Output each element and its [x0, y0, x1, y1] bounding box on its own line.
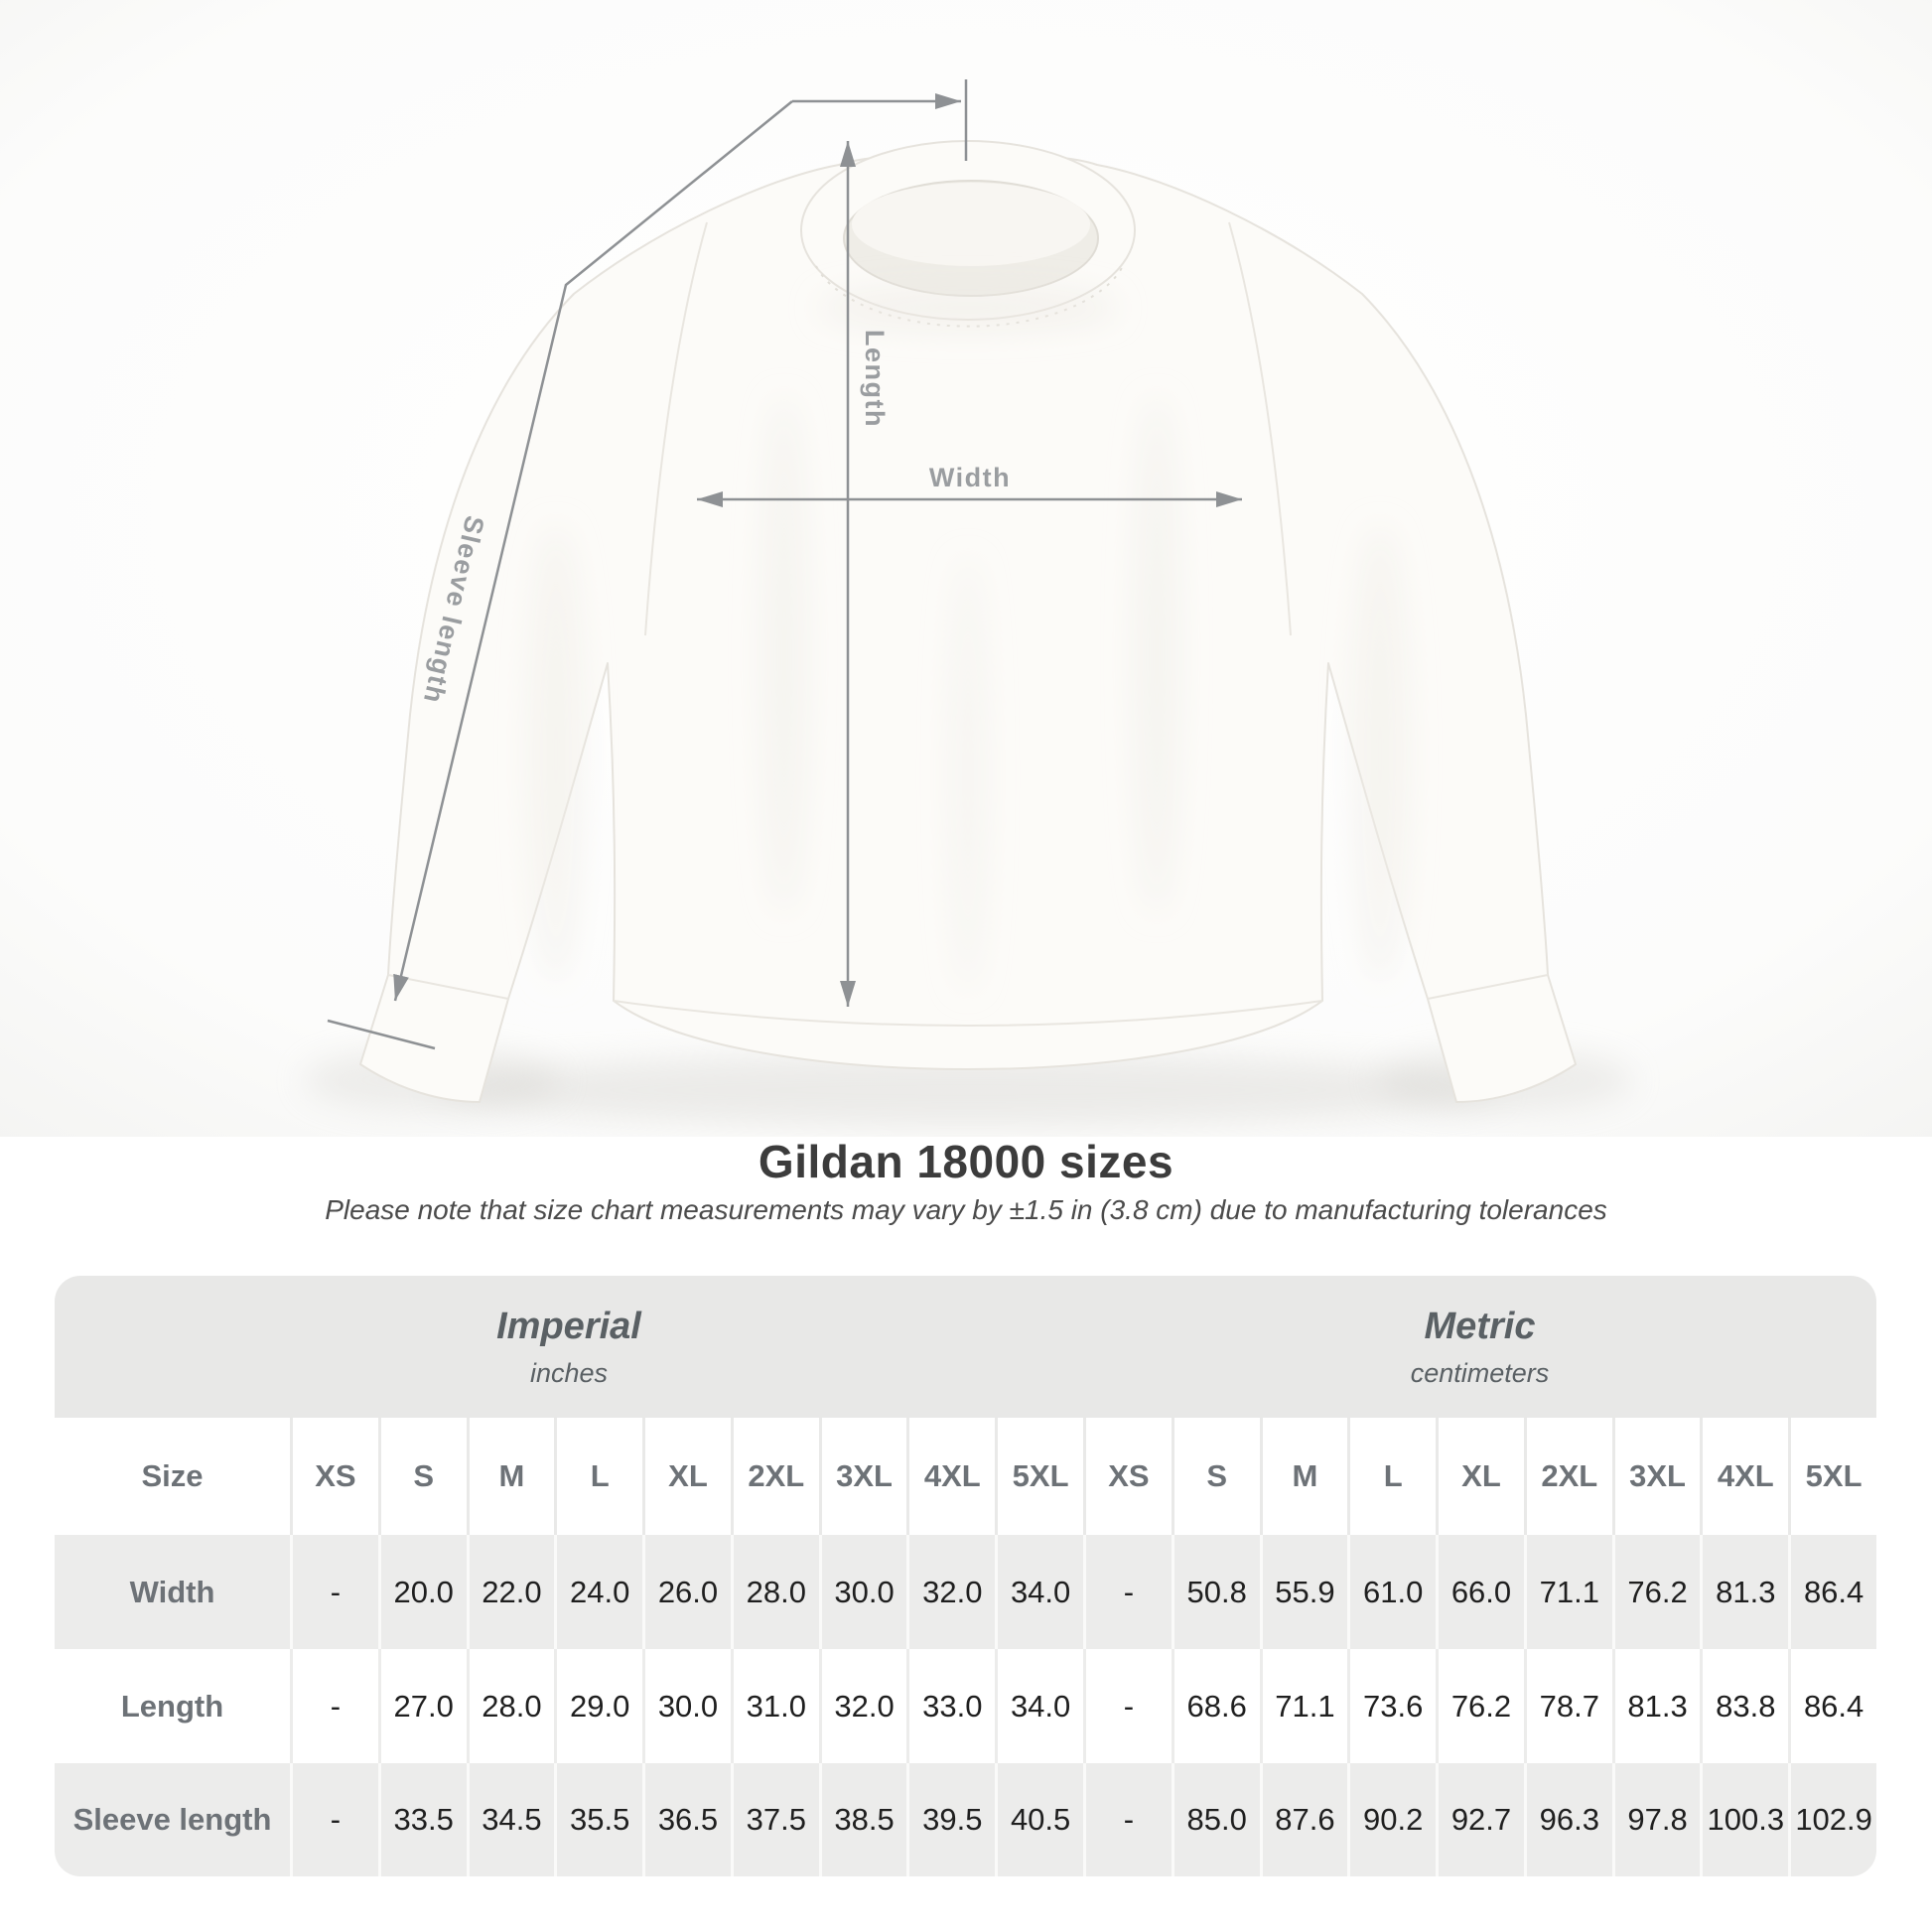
table-cell: 102.9	[1788, 1763, 1876, 1876]
table-cell: 37.5	[731, 1763, 819, 1876]
table-cell: 78.7	[1524, 1649, 1612, 1763]
table-cell: 22.0	[467, 1535, 555, 1649]
table-cell: 28.0	[467, 1649, 555, 1763]
table-cell: 34.0	[995, 1535, 1083, 1649]
size-col-header: 3XL	[1612, 1418, 1701, 1535]
size-col-header: XS	[1083, 1418, 1172, 1535]
table-cell: 32.0	[819, 1649, 907, 1763]
table-cell: 32.0	[906, 1535, 995, 1649]
table-cell: 55.9	[1260, 1535, 1348, 1649]
table-cell: 100.3	[1700, 1763, 1788, 1876]
size-col-header: 4XL	[1700, 1418, 1788, 1535]
table-cell: 20.0	[378, 1535, 467, 1649]
imperial-group-title: Imperial	[496, 1305, 641, 1347]
table-cell: -	[1083, 1649, 1172, 1763]
table-cell: 96.3	[1524, 1763, 1612, 1876]
size-col-header: XL	[642, 1418, 731, 1535]
size-col-header: 5XL	[995, 1418, 1083, 1535]
table-cell: 76.2	[1436, 1649, 1524, 1763]
size-col-header: S	[378, 1418, 467, 1535]
table-cell: 85.0	[1172, 1763, 1260, 1876]
row-label: Sleeve length	[55, 1763, 290, 1876]
table-cell: 33.0	[906, 1649, 995, 1763]
size-col-header: L	[1347, 1418, 1436, 1535]
table-cell: 76.2	[1612, 1535, 1701, 1649]
imperial-group-unit: inches	[529, 1357, 609, 1388]
table-cell: -	[1083, 1535, 1172, 1649]
table-cell: 87.6	[1260, 1763, 1348, 1876]
size-col-header: M	[467, 1418, 555, 1535]
table-cell: -	[290, 1649, 378, 1763]
table-cell: 61.0	[1347, 1535, 1436, 1649]
size-col-header: XL	[1436, 1418, 1524, 1535]
size-col-header: XS	[290, 1418, 378, 1535]
table-cell: 86.4	[1788, 1535, 1876, 1649]
table-cell: 71.1	[1524, 1535, 1612, 1649]
table-cell: 29.0	[554, 1649, 642, 1763]
table-cell: 24.0	[554, 1535, 642, 1649]
table-cell: 39.5	[906, 1763, 995, 1876]
table-cell: -	[1083, 1763, 1172, 1876]
size-col-header: M	[1260, 1418, 1348, 1535]
table-cell: 81.3	[1612, 1649, 1701, 1763]
table-cell: 27.0	[378, 1649, 467, 1763]
size-col-header: S	[1172, 1418, 1260, 1535]
table-cell: 73.6	[1347, 1649, 1436, 1763]
size-table	[55, 1276, 1876, 1876]
table-cell: 34.0	[995, 1649, 1083, 1763]
metric-group-title: Metric	[1424, 1305, 1536, 1347]
table-cell: 30.0	[642, 1649, 731, 1763]
table-cell: 33.5	[378, 1763, 467, 1876]
metric-group-unit: centimeters	[1410, 1357, 1550, 1388]
table-cell: 71.1	[1260, 1649, 1348, 1763]
size-col-header: 3XL	[819, 1418, 907, 1535]
table-cell: 86.4	[1788, 1649, 1876, 1763]
table-cell: 81.3	[1700, 1535, 1788, 1649]
size-col-header: 5XL	[1788, 1418, 1876, 1535]
table-cell: 34.5	[467, 1763, 555, 1876]
width-label: Width	[928, 463, 1012, 492]
table-cell: -	[290, 1763, 378, 1876]
table-cell: 31.0	[731, 1649, 819, 1763]
size-header-label: Size	[55, 1418, 290, 1535]
table-cell: 83.8	[1700, 1649, 1788, 1763]
page-title: Gildan 18000 sizes	[758, 1136, 1174, 1187]
size-col-header: 4XL	[906, 1418, 995, 1535]
row-label: Width	[55, 1535, 290, 1649]
row-label: Length	[55, 1649, 290, 1763]
size-col-header: 2XL	[1524, 1418, 1612, 1535]
table-cell: 36.5	[642, 1763, 731, 1876]
size-col-header: 2XL	[731, 1418, 819, 1535]
table-cell: 26.0	[642, 1535, 731, 1649]
table-cell: 28.0	[731, 1535, 819, 1649]
table-cell: -	[290, 1535, 378, 1649]
table-cell: 66.0	[1436, 1535, 1524, 1649]
size-col-header: L	[554, 1418, 642, 1535]
imperial-group-header	[55, 1276, 1083, 1418]
table-cell: 92.7	[1436, 1763, 1524, 1876]
length-label: Length	[860, 330, 890, 428]
table-cell: 97.8	[1612, 1763, 1701, 1876]
table-cell: 40.5	[995, 1763, 1083, 1876]
table-cell: 35.5	[554, 1763, 642, 1876]
tolerance-note: Please note that size chart measurements may vary by ±1.5 in (3.8 cm) due to manufacturing tolerances	[325, 1194, 1607, 1225]
sleeve-length-label: Sleeve length	[417, 512, 490, 708]
table-cell: 68.6	[1172, 1649, 1260, 1763]
table-cell: 90.2	[1347, 1763, 1436, 1876]
metric-group-header	[1083, 1276, 1876, 1418]
table-cell: 30.0	[819, 1535, 907, 1649]
table-cell: 38.5	[819, 1763, 907, 1876]
table-cell: 50.8	[1172, 1535, 1260, 1649]
